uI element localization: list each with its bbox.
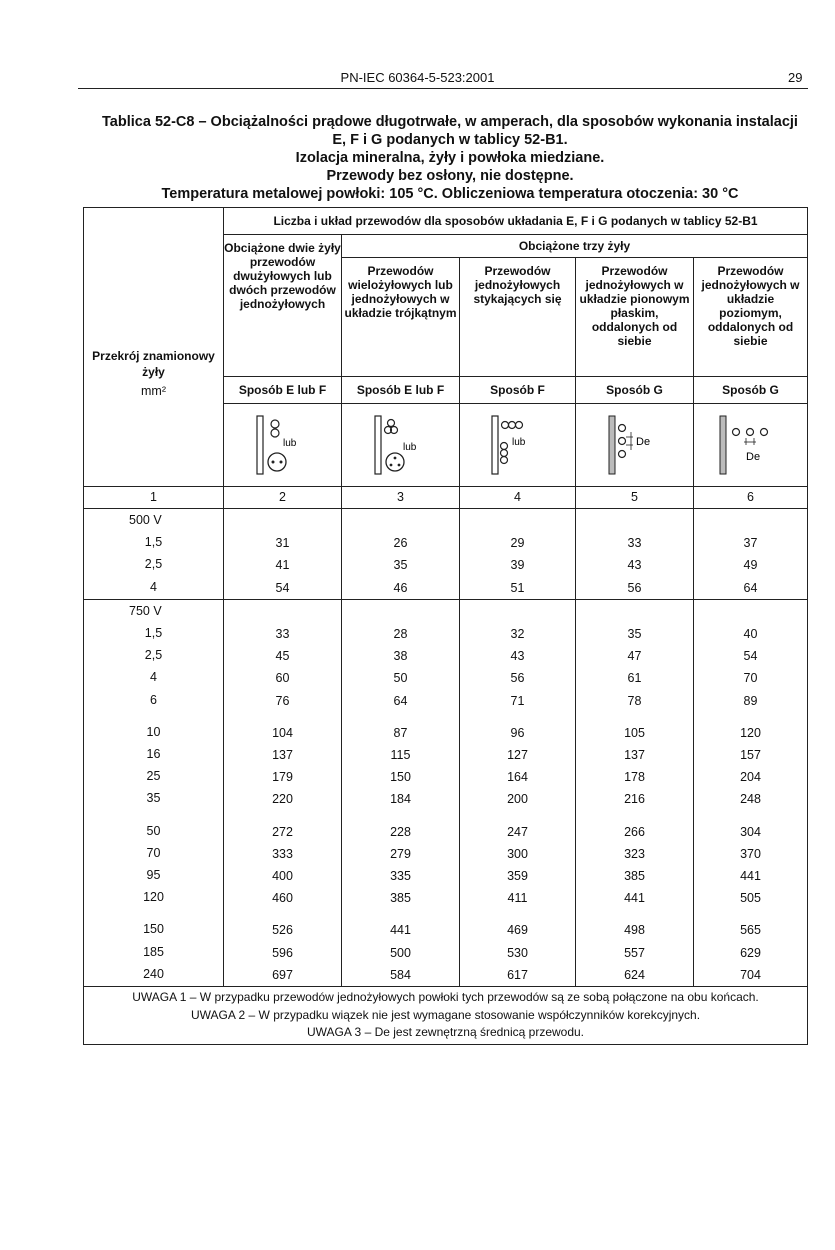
- current-value: 46: [393, 580, 408, 595]
- current-value: 179: [272, 770, 293, 785]
- column-6-description: Przewodów jednożyłowych w układzie poziomym, oddalonych od siebie: [694, 258, 808, 377]
- current-value: 37: [743, 536, 758, 551]
- title-line-5: Temperatura metalowej powłoki: 105 °C. Obliczeniowa temperatura otoczenia: 30 °C: [161, 186, 739, 202]
- unit-label: mm²: [141, 384, 166, 398]
- current-value: 104: [272, 725, 293, 740]
- icon-label: lub: [282, 438, 296, 449]
- note-3: UWAGA 3 – De jest zewnętrzną średnicą przewodu.: [307, 1025, 585, 1040]
- current-value: 178: [624, 770, 645, 785]
- column-4-values: [460, 509, 576, 600]
- current-value: 200: [507, 792, 528, 807]
- column-5-description: Przewodów jednożyłowych w układzie pionowym płaskim, oddalonych od siebie: [576, 258, 694, 377]
- icon-label: lub: [511, 437, 525, 448]
- current-value: 565: [740, 923, 761, 938]
- current-value: 89: [743, 693, 758, 708]
- current-value: 248: [740, 792, 761, 807]
- current-value: 50: [393, 671, 408, 686]
- cross-section-value: 10: [146, 724, 161, 739]
- current-value: 441: [740, 869, 761, 884]
- column-6-diagram: [694, 404, 808, 487]
- current-value: 96: [510, 725, 525, 740]
- current-value: 505: [740, 891, 761, 906]
- current-value: 441: [624, 891, 645, 906]
- note-1: UWAGA 1 – W przypadku przewodów jednożyłowych powłoki tych przewodów są ze sobą połączone na obu końcach.: [132, 990, 759, 1005]
- column-4-method: Sposób F: [460, 377, 576, 404]
- current-value: 157: [740, 748, 761, 762]
- current-value: 498: [624, 923, 645, 938]
- current-value: 596: [272, 945, 293, 960]
- current-value: 33: [627, 536, 642, 551]
- note-2: UWAGA 2 – W przypadku wiązek nie jest wymagane stosowanie współczynników korekcyjnych.: [190, 1007, 701, 1022]
- voltage-label: 500 V: [129, 513, 162, 527]
- title-line-1: Tablica 52-C8 – Obciążalności prądowe długotrwałe, w amperach, dla sposobów wykonania instalacji: [102, 114, 798, 130]
- current-value: 105: [624, 725, 645, 740]
- current-value: 56: [627, 580, 642, 595]
- cross-section-value: 95: [146, 868, 161, 883]
- current-value: 204: [740, 770, 761, 785]
- header-rule: [78, 88, 808, 89]
- current-value: 137: [624, 748, 645, 762]
- current-value: 526: [272, 923, 293, 938]
- current-value: 304: [740, 824, 761, 839]
- current-value: 87: [393, 725, 408, 740]
- current-value: 70: [743, 671, 758, 686]
- current-value: 29: [510, 536, 525, 551]
- cross-section-value: 150: [143, 922, 164, 937]
- current-value: 35: [393, 558, 408, 573]
- current-value: 460: [272, 891, 293, 906]
- current-value: 150: [390, 770, 411, 785]
- current-value: 184: [390, 792, 411, 807]
- current-value: 272: [272, 824, 293, 839]
- current-value: 61: [627, 671, 642, 686]
- column-5-values: [576, 509, 694, 600]
- column-2-values: [224, 509, 342, 600]
- current-value: 557: [624, 945, 645, 960]
- current-value: 39: [510, 558, 525, 573]
- current-value: 624: [624, 967, 645, 982]
- column-number-4: 4: [460, 487, 576, 509]
- cross-section-value: 240: [143, 966, 164, 981]
- current-value: 300: [507, 846, 528, 861]
- three-loaded-header: Obciążone trzy żyły: [342, 235, 808, 258]
- current-value: 40: [743, 626, 758, 641]
- icon-label: De: [635, 436, 650, 448]
- cross-section-header-cell: [84, 208, 224, 487]
- current-value: 28: [393, 626, 408, 641]
- column-3-values: [342, 599, 460, 986]
- current-value: 31: [275, 536, 290, 551]
- cross-section-value: 2,5: [144, 557, 163, 572]
- current-value: 617: [507, 967, 528, 982]
- current-value: 71: [510, 693, 525, 708]
- title-line-3: Izolacja mineralna, żyły i powłoka miedziane.: [295, 150, 605, 166]
- current-value: 43: [627, 558, 642, 573]
- current-value: 697: [272, 967, 293, 982]
- current-value: 127: [507, 748, 528, 762]
- group-750v-sections: [84, 599, 224, 986]
- current-value: 41: [275, 558, 290, 573]
- column-6-values: [694, 509, 808, 600]
- current-value: 56: [510, 671, 525, 686]
- vertical-spaced-cables-icon: [605, 412, 665, 478]
- document-standard-header: PN-IEC 60364-5-523:2001: [340, 70, 495, 85]
- column-number-5: 5: [576, 487, 694, 509]
- touching-cables-icon: [488, 412, 548, 478]
- title-line-4: Przewody bez osłony, nie dostępne.: [326, 168, 574, 184]
- current-value: 584: [390, 967, 411, 982]
- cross-section-value: 2,5: [144, 648, 163, 663]
- column-4-values: [460, 599, 576, 986]
- two-core-cable-icon: [253, 412, 313, 478]
- cross-section-value: 50: [146, 823, 161, 838]
- column-5-diagram: [576, 404, 694, 487]
- current-value: 45: [275, 649, 290, 664]
- current-value: 216: [624, 792, 645, 807]
- column-3-method: Sposób E lub F: [342, 377, 460, 404]
- current-value: 400: [272, 869, 293, 884]
- column-number-3: 3: [342, 487, 460, 509]
- current-value: 385: [624, 869, 645, 884]
- column-2-description: Obciążone dwie żyły przewodów dwużyłowych lub dwóch przewodów jednożyłowych: [224, 235, 342, 377]
- column-3-values: [342, 509, 460, 600]
- current-value: 335: [390, 869, 411, 884]
- current-value: 164: [507, 770, 528, 785]
- column-5-values: [576, 599, 694, 986]
- current-value: 120: [740, 725, 761, 740]
- current-value: 32: [510, 626, 525, 641]
- column-4-description: Przewodów jednożyłowych stykających się: [460, 258, 576, 377]
- current-value: 64: [743, 580, 758, 595]
- current-value: 530: [507, 945, 528, 960]
- horizontal-spaced-cables-icon: [716, 412, 786, 478]
- cross-section-value: 70: [146, 845, 161, 860]
- current-value: 629: [740, 945, 761, 960]
- cross-section-value: 1,5: [144, 535, 163, 550]
- current-value: 323: [624, 846, 645, 861]
- current-value: 279: [390, 846, 411, 861]
- current-value: 247: [507, 824, 528, 839]
- cross-section-value: 120: [143, 890, 164, 905]
- current-value: 35: [627, 626, 642, 641]
- column-2-method: Sposób E lub F: [224, 377, 342, 404]
- column-number-1: 1: [84, 487, 224, 509]
- table-title: [70, 113, 830, 203]
- cross-section-value: 1,5: [144, 626, 163, 640]
- current-value: 370: [740, 846, 761, 861]
- title-line-2: E, F i G podanych w tablicy 52-B1.: [332, 132, 568, 148]
- current-value: 500: [390, 945, 411, 960]
- current-value: 385: [390, 891, 411, 906]
- current-value: 26: [393, 536, 408, 551]
- current-value: 220: [272, 792, 293, 807]
- current-value: 411: [507, 891, 528, 906]
- voltage-label: 750 V: [129, 603, 162, 618]
- column-3-description: Przewodów wielożyłowych lub jednożyłowych w układzie trójkątnym: [342, 258, 460, 377]
- current-value: 47: [627, 649, 642, 664]
- notes-cell: [84, 987, 808, 1045]
- column-2-diagram: [224, 404, 342, 487]
- column-2-values: [224, 599, 342, 986]
- current-value: 54: [275, 580, 290, 595]
- current-value: 704: [740, 967, 761, 982]
- current-value: 60: [275, 671, 290, 686]
- current-value: 43: [510, 649, 525, 664]
- icon-label: De: [745, 451, 760, 463]
- cross-section-value: 4: [150, 670, 157, 685]
- cross-section-header: Przekrój znamionowy żyły: [92, 349, 215, 379]
- cross-section-value: 185: [143, 944, 164, 959]
- cross-section-value: 6: [150, 692, 157, 707]
- column-number-2: 2: [224, 487, 342, 509]
- icon-label: lub: [402, 442, 416, 453]
- current-value: 266: [624, 824, 645, 839]
- current-value: 359: [507, 869, 528, 884]
- cross-section-value: 25: [146, 769, 161, 784]
- column-6-values: [694, 599, 808, 986]
- column-6-method: Sposób G: [694, 377, 808, 404]
- current-value: 441: [390, 923, 411, 938]
- cross-section-value: 35: [146, 791, 161, 806]
- current-value: 54: [743, 649, 758, 664]
- column-4-diagram: [460, 404, 576, 487]
- column-3-diagram: [342, 404, 460, 487]
- cross-section-value: 16: [146, 747, 161, 762]
- group-500v: [84, 509, 808, 600]
- current-value: 469: [507, 923, 528, 938]
- page-number: 29: [788, 70, 803, 85]
- trefoil-cable-icon: [371, 412, 431, 478]
- current-value: 76: [275, 693, 290, 708]
- current-value: 78: [627, 693, 642, 708]
- current-value: 137: [272, 748, 293, 762]
- current-value: 38: [393, 649, 408, 664]
- group-500v-sections: [84, 509, 224, 600]
- current-value: 333: [272, 846, 293, 861]
- current-value: 49: [743, 558, 758, 573]
- methods-header: Liczba i układ przewodów dla sposobów układania E, F i G podanych w tablicy 52-B1: [224, 208, 808, 235]
- current-capacity-table: [83, 207, 808, 1045]
- current-value: 51: [510, 580, 525, 595]
- current-value: 115: [390, 748, 411, 762]
- column-number-6: 6: [694, 487, 808, 509]
- current-value: 228: [390, 824, 411, 839]
- current-value: 33: [275, 626, 290, 641]
- current-value: 64: [393, 693, 408, 708]
- column-5-method: Sposób G: [576, 377, 694, 404]
- group-750v: [84, 599, 808, 986]
- cross-section-value: 4: [150, 579, 157, 594]
